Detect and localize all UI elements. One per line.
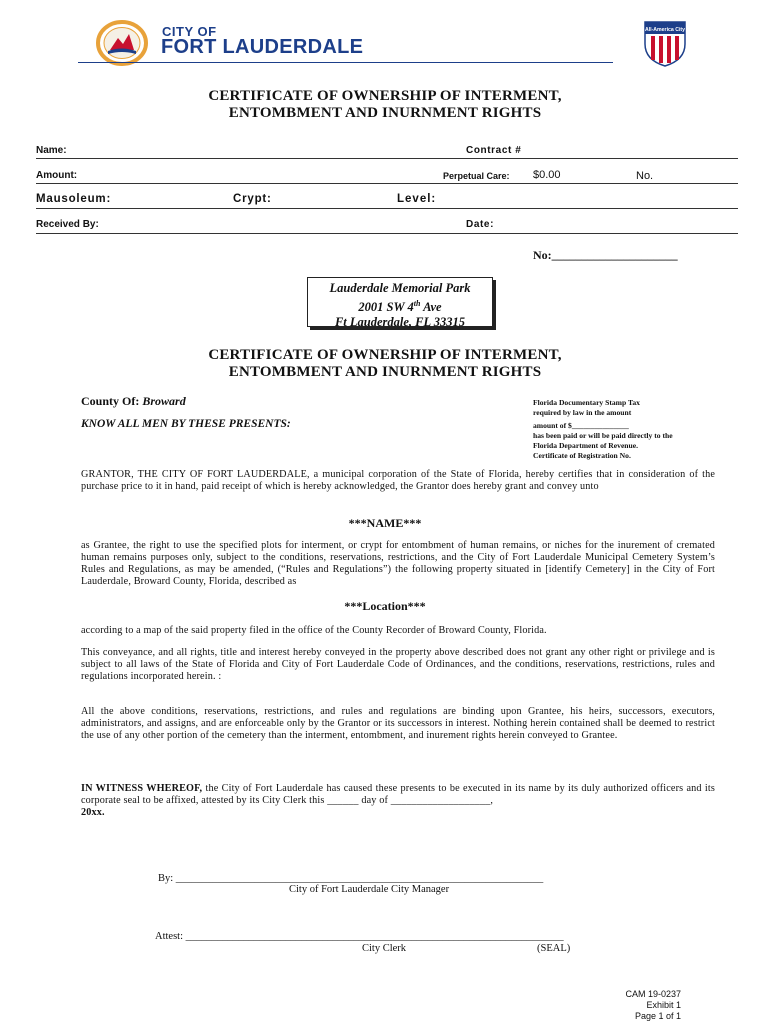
witness-paragraph [81,783,715,819]
crypt-label: Crypt: [233,193,272,205]
header-divider [78,62,613,63]
title-line-2: ENTOMBMENT AND INURNMENT RIGHTS [228,105,542,121]
stamp-tax-line-5: Florida Department of Revenue. [533,441,639,450]
grantor-paragraph: GRANTOR, THE CITY OF FORT LAUDERDALE, a municipal corporation of the State of Florida, hereby certifies that in consideration of the purchase price to it in hand, paid receipt of which is hereby acknowledged, the Grantor does hereby grant and convey unto [81,469,715,492]
county-line [81,394,186,409]
seal-label: (SEAL) [537,943,571,954]
amount-row-line[interactable] [36,183,738,184]
date-label: Date: [466,219,495,230]
conveyance-paragraph: This conveyance, and all rights, title and interest hereby conveyed in the property above described does not grant any other right or privilege and is subject to all laws of the State of Florida and City of Fort Lauderdale Code of Ordinances, and the conditions, reservations, restrictions, rules and regulations incorporated herein. : [81,647,715,682]
certificate-title-line-2: ENTOMBMENT AND INURNMENT RIGHTS [228,364,542,380]
binding-paragraph: All the above conditions, reservations, restrictions, and rules and regulations are binding upon Grantee, his heirs, successors, executors, administrators, and assigns, and are enforceable only by the Grantor or its successors in interest. Nothing herein contained shall be deemed to restrict the use of any other portion of the cemetery than the interment, entombment, and inurement rights herein conveyed to Grantee. [81,706,715,741]
level-label: Level: [397,193,437,205]
county-value: Broward [142,394,186,408]
amount-label: Amount: [36,170,78,181]
logo-city-of: CITY OF [162,24,217,39]
no-label: No. [636,170,654,182]
badge-text: All-America City [644,27,686,33]
witness-year: 20xx. [81,807,105,818]
mausoleum-row-line[interactable] [36,208,738,209]
county-label: County Of: [81,394,140,408]
page-title [0,88,770,122]
certificate-number: No:_____________________ [533,248,678,262]
title-line-1: CERTIFICATE OF OWNERSHIP OF INTERMENT, [208,88,562,104]
city-manager-title: City of Fort Lauderdale City Manager [289,884,450,895]
footer-exhibit: Exhibit 1 [646,1000,681,1010]
city-clerk-title: City Clerk [362,943,407,954]
city-manager-signature-line[interactable]: By: ______________________________________________________________________ [158,873,544,884]
address-line-1: Lauderdale Memorial Park [329,281,471,295]
footer-reference [580,989,681,1022]
witness-text: the City of Fort Lauderdale has caused these presents to be executed in its name by its duly authorized officers and its corporate seal to be affixed, attested by its City Clerk this ______ day of ___________________, [81,783,715,806]
stamp-tax-notice [533,398,673,461]
perpetual-care-label: Perpetual Care: [443,171,510,181]
stamp-tax-line-4: has been paid or will be paid directly to the [533,431,673,440]
cemetery-address-box [307,277,493,330]
stamp-tax-line-2: required by law in the amount [533,408,632,417]
map-paragraph: according to a map of the said property filed in the office of the County Recorder of Broward County, Florida. [81,625,547,636]
received-by-label: Received By: [36,219,99,230]
grantee-paragraph: as Grantee, the right to use the specified plots for interment, or crypt for entombment of human remains, or niches for the inurement of cremated human remains purposes only, subject to the conditions, reservations, restrictions, and the City of Fort Lauderdale Municipal Cemetery System’s Rules and Regulations, as may be amended, (“Rules and Regulations”) the following property situated in [identify Cemetery] in the City of Fort Lauderdale, Broward County, Florida, described as [81,540,715,587]
know-all-men: KNOW ALL MEN BY THESE PRESENTS: [81,418,291,430]
logo-city-name: FORT LAUDERDALE [161,36,364,58]
stamp-tax-line-6: Certificate of Registration No. [533,451,631,460]
name-label: Name: [36,145,67,156]
witness-heading: IN WITNESS WHEREOF, [81,783,203,794]
contract-label: Contract # [466,145,522,156]
certificate-title [0,347,770,381]
all-america-city-badge [642,18,688,68]
city-seal-logo [96,20,148,66]
address-line-3: Ft Lauderdale, FL 33315 [334,315,466,330]
name-row-line[interactable] [36,158,738,159]
footer-cam-number: CAM 19-0237 [625,989,681,999]
footer-page-number: Page 1 of 1 [634,1011,681,1021]
address-line-2: 2001 SW 4th Ave [358,299,442,315]
certificate-title-line-1: CERTIFICATE OF OWNERSHIP OF INTERMENT, [208,347,562,363]
stamp-tax-line-1: Florida Documentary Stamp Tax [533,398,640,407]
city-clerk-signature-line[interactable]: Attest: ________________________________________________________________________ [155,931,564,942]
grantee-name-placeholder: ***NAME*** [348,516,422,530]
mausoleum-label: Mausoleum: [36,193,112,205]
perpetual-care-value[interactable]: $0.00 [533,169,561,181]
location-placeholder: ***Location*** [344,599,426,613]
received-row-line[interactable] [36,233,738,234]
stamp-tax-line-3: amount of $_______________ [533,421,629,430]
